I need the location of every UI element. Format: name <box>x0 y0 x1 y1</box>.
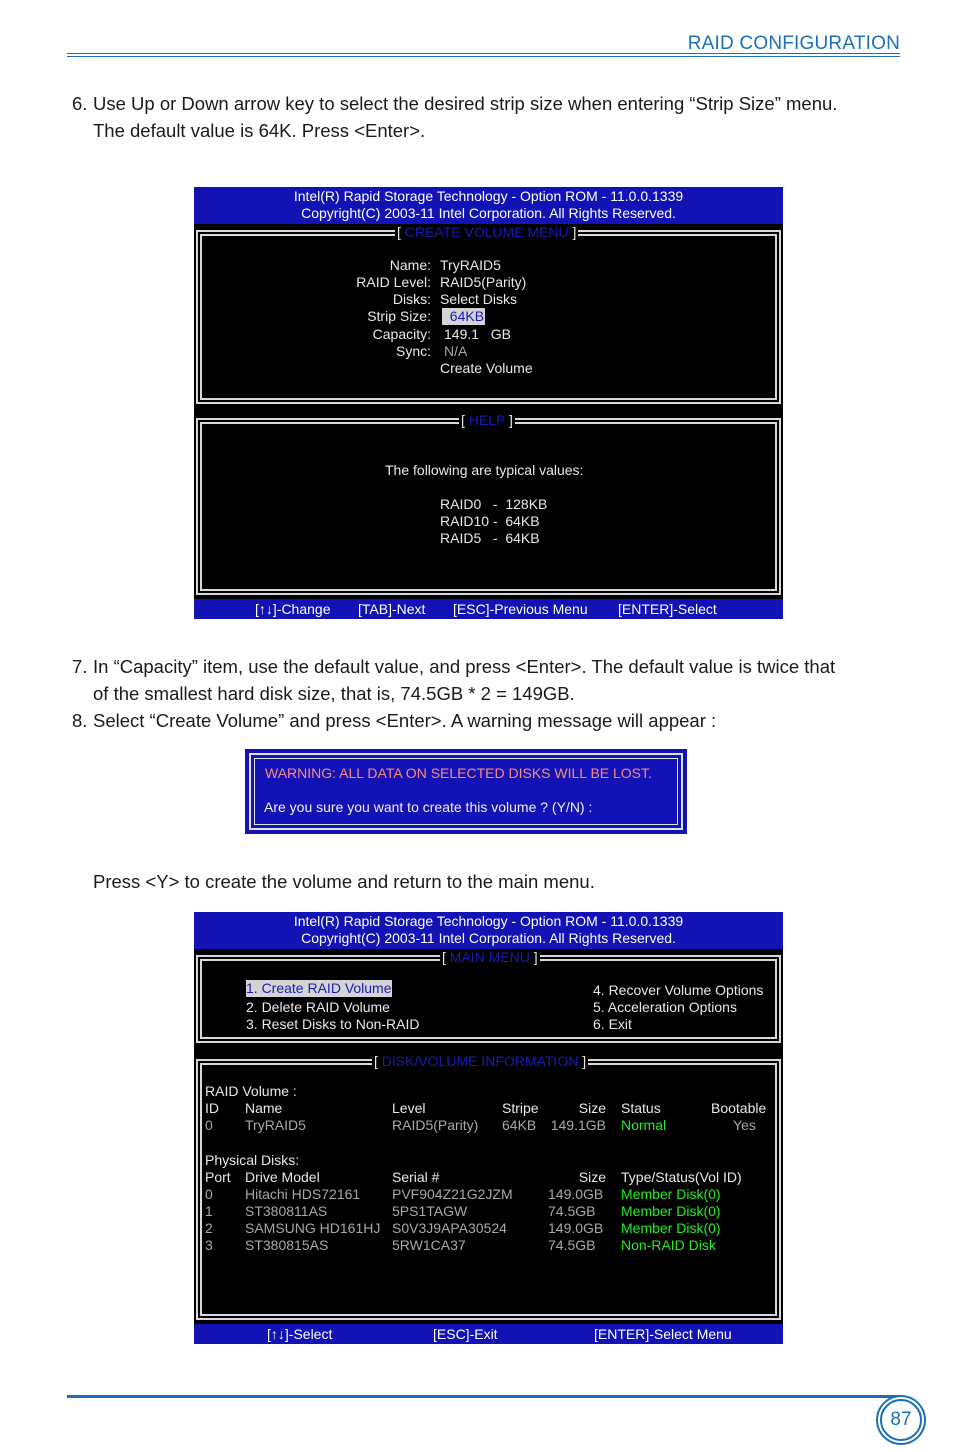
menu-delete-raid-volume[interactable]: 2. Delete RAID Volume <box>246 999 390 1015</box>
strip-size-label: Strip Size: <box>367 308 431 324</box>
col-stripe: Stripe <box>502 1100 539 1116</box>
help-raid5: RAID5 - 64KB <box>440 530 540 546</box>
volume-stripe: 64KB <box>502 1117 537 1133</box>
volume-bootable: Yes <box>733 1117 756 1133</box>
bios-create-volume-screen <box>194 187 783 619</box>
raid-level-value[interactable]: RAID5(Parity) <box>440 274 527 290</box>
disks-label: Disks: <box>392 291 431 307</box>
footer-change: [↑↓]-Change <box>255 601 331 617</box>
col-port: Port <box>205 1169 231 1185</box>
physical-disks-label: Physical Disks: <box>205 1152 300 1168</box>
disk-serial: 5PS1TAGW <box>392 1203 468 1219</box>
disk-size: 149.0GB <box>548 1186 604 1202</box>
footer-previous-menu: [ESC]-Previous Menu <box>453 601 588 617</box>
help-raid10: RAID10 - 64KB <box>440 513 540 529</box>
disk-model: ST380815AS <box>245 1237 329 1253</box>
bios-footer-bar <box>194 1324 783 1344</box>
disk-volume-info-title: [ DISK/VOLUME INFORMATION ] <box>374 1053 587 1069</box>
volume-id: 0 <box>205 1117 213 1133</box>
bios-title-line1: Intel(R) Rapid Storage Technology - Option ROM - 11.0.0.1339 <box>293 913 684 929</box>
step-6 <box>72 90 902 144</box>
col-id: ID <box>205 1100 219 1116</box>
raid-level-label: RAID Level: <box>356 274 431 290</box>
col-disk-size: Size <box>578 1169 606 1185</box>
raid-volume-label: RAID Volume : <box>205 1083 297 1099</box>
create-volume-menu-title: [ CREATE VOLUME MENU ] <box>397 224 577 240</box>
press-y-paragraph <box>72 868 902 895</box>
help-frame <box>196 412 781 595</box>
disk-type-status: Member Disk(0) <box>621 1203 721 1219</box>
volume-name: TryRAID5 <box>245 1117 306 1133</box>
disk-size: 149.0GB <box>548 1220 604 1236</box>
disk-port: 2 <box>205 1220 213 1236</box>
disk-model: Hitachi HDS72161 <box>245 1186 361 1202</box>
strip-size-value[interactable]: 64KB <box>442 308 485 324</box>
menu-create-raid-volume[interactable]: 1. Create RAID Volume <box>246 980 392 996</box>
step-number: 8. <box>72 710 88 731</box>
warning-message: WARNING: ALL DATA ON SELECTED DISKS WILL BE LOST. <box>265 765 652 781</box>
footer-select-menu: [ENTER]-Select Menu <box>594 1326 732 1342</box>
footer-next: [TAB]-Next <box>358 601 426 617</box>
step-text-line1: Use Up or Down arrow key to select the desired strip size when entering “Strip Size” menu. <box>93 93 838 114</box>
disk-serial: S0V3J9APA30524 <box>392 1220 507 1236</box>
disk-serial: PVF904Z21G2JZM <box>392 1186 513 1202</box>
bios-title-line1: Intel(R) Rapid Storage Technology - Option ROM - 11.0.0.1339 <box>293 188 684 204</box>
capacity-label: Capacity: <box>372 326 431 342</box>
help-raid0: RAID0 - 128KB <box>440 496 548 512</box>
section-title: RAID CONFIGURATION <box>687 33 900 54</box>
disks-value[interactable]: Select Disks <box>440 291 518 307</box>
bios-title-bar <box>194 912 783 949</box>
step-8 <box>72 707 902 734</box>
col-name: Name <box>245 1100 283 1116</box>
step-text-line2: The default value is 64K. Press <Enter>. <box>93 120 426 141</box>
warning-dialog <box>245 749 687 834</box>
create-volume-option[interactable]: Create Volume <box>440 360 533 376</box>
footer-divider <box>67 1395 900 1398</box>
volume-level: RAID5(Parity) <box>392 1117 479 1133</box>
bios-title-line2: Copyright(C) 2003-11 Intel Corporation. All Rights Reserved. <box>301 205 676 221</box>
col-type-status: Type/Status(Vol ID) <box>621 1169 742 1185</box>
disk-model: ST380811AS <box>245 1203 328 1219</box>
name-label: Name: <box>389 257 431 273</box>
col-serial: Serial # <box>392 1169 440 1185</box>
bios-footer-bar <box>194 599 783 619</box>
main-menu-title: [ MAIN MENU ] <box>442 949 538 965</box>
bios-title-line2: Copyright(C) 2003-11 Intel Corporation. All Rights Reserved. <box>301 930 676 946</box>
step-7 <box>72 653 902 707</box>
disk-volume-info-frame <box>196 1053 781 1320</box>
volume-status: Normal <box>621 1117 667 1133</box>
main-menu-frame <box>196 949 781 1043</box>
sync-label: Sync: <box>395 343 431 359</box>
menu-recover-volume[interactable]: 4. Recover Volume Options <box>593 982 764 998</box>
footer-select: [↑↓]-Select <box>267 1326 333 1342</box>
help-intro: The following are typical values: <box>385 462 584 478</box>
step-text-line1: In “Capacity” item, use the default value, and press <Enter>. The default value is twice that <box>93 656 836 677</box>
disk-type-status: Member Disk(0) <box>621 1186 721 1202</box>
bios-main-menu-screen <box>194 912 783 1344</box>
help-title: [ HELP ] <box>461 412 513 428</box>
col-level: Level <box>392 1100 426 1116</box>
confirm-prompt[interactable]: Are you sure you want to create this volume ? (Y/N) : <box>264 799 593 815</box>
step-text-line1: Select “Create Volume” and press <Enter>. A warning message will appear : <box>93 710 717 731</box>
menu-reset-disks[interactable]: 3. Reset Disks to Non-RAID <box>246 1016 420 1032</box>
volume-size: 149.1GB <box>550 1117 606 1133</box>
footer-exit: [ESC]-Exit <box>433 1326 498 1342</box>
disk-type-status: Member Disk(0) <box>621 1220 721 1236</box>
disk-type-status: Non-RAID Disk <box>621 1237 716 1253</box>
menu-exit[interactable]: 6. Exit <box>593 1016 632 1032</box>
col-status: Status <box>621 1100 661 1116</box>
disk-size: 74.5GB <box>548 1237 596 1253</box>
col-size: Size <box>578 1100 606 1116</box>
press-y-text: Press <Y> to create the volume and return to the main menu. <box>93 871 595 892</box>
disk-size: 74.5GB <box>548 1203 596 1219</box>
header-divider <box>67 53 900 57</box>
step-number: 6. <box>72 93 88 114</box>
disk-serial: 5RW1CA37 <box>392 1237 466 1253</box>
disk-port: 0 <box>205 1186 213 1202</box>
disk-port: 3 <box>205 1237 213 1253</box>
disk-model: SAMSUNG HD161HJ <box>245 1220 381 1236</box>
create-volume-frame <box>196 224 781 404</box>
footer-select: [ENTER]-Select <box>618 601 717 617</box>
disk-port: 1 <box>205 1203 213 1219</box>
step-text-line2: of the smallest hard disk size, that is, 74.5GB * 2 = 149GB. <box>93 683 575 704</box>
col-drive-model: Drive Model <box>245 1169 320 1185</box>
name-value[interactable]: TryRAID5 <box>440 257 501 273</box>
capacity-value[interactable]: 149.1 GB <box>444 326 511 342</box>
bios-title-bar <box>194 187 783 224</box>
page-number: 87 <box>880 1399 922 1441</box>
col-bootable: Bootable <box>711 1100 767 1116</box>
step-number: 7. <box>72 656 88 677</box>
menu-acceleration-options[interactable]: 5. Acceleration Options <box>593 999 737 1015</box>
sync-value: N/A <box>444 343 468 359</box>
